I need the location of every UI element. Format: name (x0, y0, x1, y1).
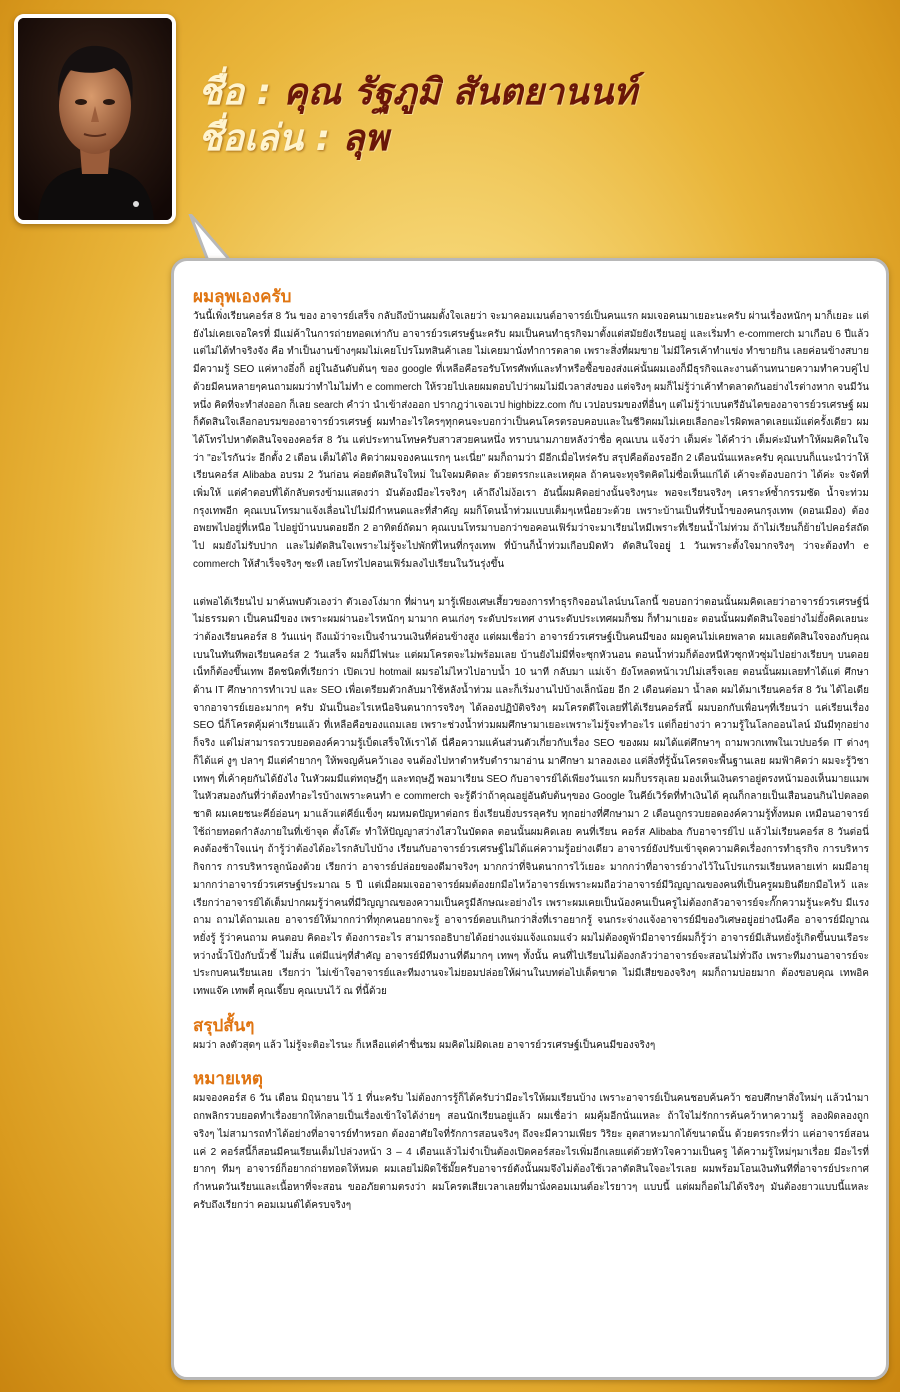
name-value: คุณ รัฐภูมิ สันตยานนท์ (283, 72, 637, 113)
note-paragraph: ผมจองคอร์ส 6 วัน เดือน มิถุนายน ไว้ 1 ที่นะครับ ไม่ต้องการรู้ก็ได้ครับว่ามีอะไรให้ผมเรียนบ้าง เพราะอาจารย์เป็นคนชอบค้นคว้า ชอบศึกษาสิ่งใหม่ๆ แล้วนำมาถกพลิกรวบยอดทำเรื่องยากให้กลายเป็นเรื่องเข้าใจได้ง่ายๆ สอนนักเรียนอยู่แล้ว ผมเชื่อว่า ผมคุ้มอีกนั่นแหละ ถ้าใจไม่รักการค้นคว้าหาความรู้ ลองผิดลองถูกจริงๆ ไม่สามารถทำได้อย่างที่อาจารย์ทำหรอก ต้องอาศัยใจที่รักการสอนจริงๆ ถึงจะมีความเพียร วิริยะ อุตสาหะมากได้ขนาดนั้น ด้วยตรรกะที่ว่า แค่อาจารย์สอนแค่ 2 คอร์สนี้ก็สอนมีคนเรียนเต็มไปล่วงหน้า 3 – 4 เดือนแล้วไม่จำเป็นต้องเปิดคอร์สอะไรเพิ่มอีกเลยแต่ด้วยหัวใจความเป็นครู ได้ความรู้ใหม่ๆมาเรื่อย มีอะไรที่ยากๆ ทีมๆ อาจารย์ก็อยากถ่ายทอดให้หมด ผมเลยไม่ผิดใช้มั๊ยครับอาจารย์ตังนั้นผมจึงไม่ต้องใช้เวลาตัดสินใจอะไรเลย ผมพร้อมโอนเงินทันทีที่อาจารย์ประกาศกำหนดวันเรียนและเนื้อหาที่จะสอน ขออภัยตามตรงว่า ผมโครตเสียเวลาเลยที่มานั่งคอมเมนต์อะไรยาวๆ แบบนี้ แต่ผมก็อดไม่ได้จริงๆ มันต้องยาวแบบนี้แหละครับถึงเรียกว่า คอมเมนต์ได้ครบจริงๆ (193, 1093, 869, 1211)
profile-name-block (198, 70, 637, 162)
nickname-line (198, 116, 637, 162)
summary-heading: สรุปสั้นๆ (193, 1015, 255, 1036)
testimonial-content (193, 286, 869, 1214)
intro-paragraph-2: แต่พอได้เรียนไป มาค้นพบตัวเองว่า ตัวเองโง่มาก ที่ผ่านๆ มารู้เพียงเศษเสี้ยวของการทำธุรกิจออนไลน์บนโลกนี้ ขอบอกว่าตอนนั้นผมคิดเลยว่าอาจารย์วรเศรษฐ์นี่ไม่ธรรมดา เป็นคนมีของ เพราะผมผ่านอะไรหนักๆ มามาก คนเก่งๆ ระดับประเทศ งานระดับประเทศผมก็ชม ก็ทำมาเยอะ ตอนนั้นผมตัดสินใจอย่างไม่ยั้งคิดเลยนะ ว่าต้องเรียนคอร์ส 8 วันแน่ๆ ถึงแม้ว่าจะเป็นจำนวนเงินที่ค่อนข้างสูง แต่ผมเชื่อว่า อาจารย์วรเศรษฐ์เป็นคนมีของ ผมดูคนไม่เคยพลาด ผมเลยตัดสินใจจองกับคุณเบนในทันทีพอเรียนคอร์ส 2 วันเสร็จ ผมก็มีไฟนะ แต่ผมโครตจะไม่พร้อมเลย บ้านยังไม่มีที่จะซุกหัวนอน ตอนน้ำท่วมก็ต้องหนีหัวซุกหัวซุ่มไปอย่างเรียบๆ บนดอยเน็ทก็ต้องขึ้นเทพ อีดชนิดที่เรียกว่า เปิดเวป hotmail ผมรอไม่ไหวไปอาบน้ำ 10 นาที กลับมา แม่เจ้า ยังโหลดหน้าเวปไม่เสร็จเลย ตอนนั้นผมเลยทำได้แต่ ศึกษาด้าน IT ศึกษาการทำเวป และ SEO เพื่อเตรียมตัวกลับมาใช้หลังน้ำท่วม และก็เริ่มงานไปบ้างเล็กน้อย อีก 2 เดือนต่อมา น้ำลด ผมได้มาเรียนคอร์ส 8 วัน ได้ไอเดียจากอาจารย์เยอะมากๆ ครับ มันเป็นอะไรเหนือจินตนาการจริงๆ ได้ลองปฏิบัติจริงๆ ผมโครตดีใจเลยที่ได้เรียนคอร์สนี้ ผมบอกกับเพื่อนๆที่เรียนว่า แค่เรียนเรื่อง SEO นี่ก็โครตคุ้มค่าเรียนแล้ว ที่เหลือคือของแถมเลย เพราะช่วงน้ำท่วมผมศึกษามาเยอะเพราะไม่รู้จะทำอะไร แต่ก็อย่างว่า ความรู้ในโลกออนไลน์ มันมีทุกอย่างก็จริง แต่ไม่สามารถรวบยอดองค์ความรู้เบ็ดเสร็จให้เราได้ นี่คือความแค้นส่วนตัวเกี่ยวกับเรื่อง SEO ของผม ผมได้แต่ศึกษาๆ ถามพวกเทพในเวปบอร์ด IT ต่างๆ ก็ได้แค่ งูๆ ปลาๆ มีแต่คำยากๆ ให้พจญค้นคว้าเอง จนต้องไปหาตำหรับตำรามาอ่าน มาศึกษา มาลองเอง แต่สิ่งที่รู้นั้นโครตจะพื้นฐานเลย ผมฟ้าคิดว่า ผมจะรู้วิชาเทพๆ ที่เค้าคุยกันได้ยังไง ในหัวผมมีแต่ทฤษฎีๆ และทฤษฎี พอมาเรียน SEO กับอาจารย์ได้เพียงวันแรก ผมก็บรรลุเลย มองเห็นเงินตราอยู่ตรงหน้ามองเห็นมายแมพในหัวสมองกันที่ว่าต้องทำอะไรบ้างเพราะคนทำ e commerch จะรู้ดีว่าถ้าคุณอยู่อันดับต้นๆของ Google ในคีย์เวิร์ดที่ทำเงินได้ คุณก็กลายเป็นเสือนอนกินไปตลอดชาติ ผมเคยชนะคีย์อ่อนๆ มาแล้วแต่คีย์แข็งๆ ผมหมดปัญหาต่อกร ยิ่งเรียนยิ่งบรรลุครับ ทุกอย่างที่ศึกษามา 2 เดือนถูกรวบยอดองค์ความรู้ทั้งหมด เหมือนอาจารย์ใช้ถ่ายทอดกำลังภายในที่เข้าจุด ตั้งโต๊ะ ทำให้ปัญญาสว่างไสวในบัดดล ตอนนั้นผมคิดเลย คนที่เรียน คอร์ส Alibaba กับอาจารย์ไป แล้วไม่เรียนคอร์ส 8 วันต่อนี่ คงต้องช้าใจแน่ๆ ถ้ารู้ว่าต้องได้อะไรกลับไปบ้าง เรียนกับอาจารย์วรเศรษฐ์ไม่ได้แค่ความรู้อย่างเดียว อาจารย์ยังปรับเข้าจุดความคิดเรื่องการทำธุรกิจ การบริหารกิจการ การบริหารลูกน้องด้วย เรียกว่า อาจารย์ปล่อยของดีมาจริงๆ มากกว่าที่จินตนาการไว้เยอะ มากกว่าที่อาจารย์วางไว้ในโปรแกรมเรียนหลายเท่า ผมมีอายุมากกว่าอาจารย์วรเศรษฐ์ประมาณ 5 ปี แต่เมื่อผมเจออาจารย์ผมต้องยกมือไหว้อาจารย์เพราะผมถือว่าอาจารย์มีวิญญาณของคนที่เป็นครูผมยินดียกมือไหว้ และเรียกว่าอาจารย์ได้เต็มปากผมรู้ว่าคนที่มีวิญญาณของความเป็นครูมีลักษณะอย่างไร เพราะผมเคยเป็นน้องคนเป็นครูไม่ต้องกลัวอาจารย์จะกั๊กความรู้นะครับ มีแรงถาม ถามได้ถามเลย อาจารย์ให้มากกว่าที่ทุกคนอยากจะรู้ อาจารย์ตอบเกินกว่าสิ่งที่เราอยากรู้ จนกระจ่างแจ้งอาจารย์มีของวิเศษอยู่อย่างนึงคือ อาจารย์มีญาณหยั่งรู้ รู้ว่าคนถาม คนตอบ คิดอะไร ต้องการอะไร สามารถอธิบายได้อย่างแจ่มแจ้งแถมแจ๋ว ผมไม่ต้องดูพ้ามีอาจารย์ผมก็รู้ว่า อาจารย์มีเส้นหยั่งรู้เกิดขึ้นบนเรือระหว่างนั้วโป้งกับนั้วชี้ ไม่สั้น แต่มีแน่ๆที่สำคัญ อาจารย์มีทีมงานที่ดีมากๆ เทพๆ ทั้งนั้น คนที่ไปเรียนไม่ต้องกลัวว่าอาจารย์จะสอนไม่ทั่วถึง เพราะทีมงานอาจารย์จะประกบคนเรียนเลย เรียกว่า ไม่เข้าใจอาจารย์และทีมงานจะไม่ยอมปล่อยให้ผ่านในบทต่อไปเด็ดขาด ไม่มีเสียของจริงๆ ผมก็ถามบ่อยมาก ต้องขอบคุณ เทพอิค เทพแจ๊ค เทพตี๋ คุณเจี๊ยบ คุณเบนไว้ ณ ที่นี้ด้วย (193, 596, 869, 998)
summary-paragraph: ผมว่า ลงตัวสุดๆ แล้ว ไม่รู้จะติอะไรนะ ก็เหลือแต่คำชื่นชม ผมคิดไม่ผิดเลย อาจารย์วรเศรษฐ์เป็นคนมีของจริงๆ (193, 1039, 656, 1051)
profile-photo (14, 14, 176, 224)
intro-paragraph-1: วันนี้เพิ่งเรียนคอร์ส 8 วัน ของ อาจารย์เสร็จ กลับถึงบ้านผมตั้งใจเลยว่า จะมาคอมเมนต์อาจารย์เป็นคนแรก ผมเจอคนมาเยอะนะครับ ผ่านเรื่องหนักๆ มาก็เยอะ แต่ยังไม่เคยเจอใครที่ มีแม่ค้าในการถ่ายทอดเท่ากับ อาจารย์วรเศรษฐ์นะครับ ผมเป็นคนทำธุรกิจมาตั้งแต่สมัยยังเรียนอยู่ และเริ่มทำ e-commerch มาเกือบ 6 ปีแล้ว แต่ไม่ได้ทำจริงจัง คือ ทำเป็นงานข้างๆผมไม่เคยโปรโมทสินค้าเลย ไม่เคยมานั่งทำการตลาด เพราะสิ่งที่ผมขาย ไม่มีใครเค้าทำแข่ง ทำขายกิน เลยค่อนข้างสบาย มีความรู้ SEO แค่หางอึ่งก็ อยู่ในอันดับต้นๆ ของ google ที่เหลือคือรอรับโทรศัพท์และทำหรือซื้อของส่งแค่นั้นผมเองก็มีธุรกิจและงานด้านทนายความทำควบคู่ไปด้วยมีคนหลายๆคนถามผมว่าทำไมไม่ทำ e commerch ให้รวยไปเลยผมตอบไปว่าผมไม่มีเวลาส่งของ แต่จริงๆ ผมก็ไม่รู้ว่าเค้าทำตลาดกันอย่างไรต่างหาก จนมีวันหนึ่ง คิดที่จะทำส่งออก ก็เลย search คำว่า นำเข้าส่งออก ปรากฎว่าเจอเวป highbizz.com กับ เวปอบรมของที่อื่นๆ แต่ไม่รู้ว่าเบนตรีอันไดของอาจารย์วรเศรษฐ์ ผมก็ตัดสินใจเลือกอบรมของอาจารย์วรเศรษฐ์ ผมทำอะไรใครๆทุกคนจะบอกว่าเป็นคนโครตรอบคอบและในชีวิตผมไม่เคยเลือกอะไรผิดพลาดเลยแม้แต่ครั้งเดียว ผมได้โทรไปหาตัดสินใจจองคอร์ส 8 วัน แต่ประทานโทษครับสาวสวยคนหนึ่ง ทราบนามภายหลังว่าชื่อ คุณเบน แจ้งว่า เต็มค่ะ ได้คำว่า เต็มค่ะมันทำให้ผมคิดในใจว่า "อะไรกันว่ะ อีกตั้ง 2 เดือน เต็มได้ไง คิดว่าผมจองคนแรกๆ นะเนี่ย" ผมก็ถามว่า มีอีกเมื่อไหร่ครับ สรุปคือต้องรออีก 2 เดือนนั่นแหละครับ คุณเบนก็แนะนำว่าให้เรียนคอร์ส Alibaba อบรม 2 วันก่อน ค่อยตัดสินใจใหม่ ในใจผมคิดละ ด้วยตรรกะและเหตุผล ถ้าคนจะทุจริตคิดไม่ซื่อเห็นแก่ได้ เค้าจะต้องบอกว่า ได้ค่ะ จะจัดที่เพิ่มให้ แต่คำตอบที่ได้กลับตรงข้ามแสดงว่า มันต้องมีอะไรจริงๆ เค้าถึงไม่ง้อเรา อันนี้ผมคิดอย่างนั้นจริงๆนะ พอจะเรียนจริงๆ เคราะห์ซ้ำกรรมซัด น้ำจะท่วมกรุงเทพอีก คุณเบนโทรมาแจ้งเลื่อนไปไม่มีกำหนดและที่สำคัญ ผมก็โดนน้ำท่วมแบบเต็มๆเหนื่อยวะด้วย เพราะบ้านเป็นที่รับน้ำของคนกรุงเทพ (ดอนเมือง) ต้องอพยพไปอยู่ที่เหนือ ไปอยู่บ้านบนดอยอีก 2 อาทิตย์ถัดมา คุณเบนโทรมาบอกว่าขอคอนเฟิร์มว่าจะมาเรียนไหมีเพราะที่เรียนน้ำไม่ท่วม ถ้าไม่เรียนก็ย้ายไปคอร์สถัดไป ผมยังไม่รับปาก และไม่ตัดสินใจเพราะไม่รู้จะไปพักที่ไหนที่กรุงเทพ ที่บ้านก็น้ำท่วมเกือบมิดหัว ตัดสินใจอยู่ 1 วันเพราะตั้งใจมากจริงๆ ว่าจะต้องทำ e commerch ให้สำเร็จจริงๆ ซะที เลยโทรไปคอนเฟิร์มลงไปเรียนในวันรุ่งขึ้น (193, 311, 869, 570)
intro-heading: ผมลุพเองครับ (193, 287, 292, 307)
nickname-label: ชื่อเล่น : (198, 118, 330, 159)
note-heading: หมายเหตุ (193, 1069, 263, 1090)
nickname-value: ลุพ (342, 118, 389, 159)
name-line (198, 70, 637, 116)
name-label: ชื่อ : (198, 72, 271, 113)
portrait-image (18, 18, 172, 220)
